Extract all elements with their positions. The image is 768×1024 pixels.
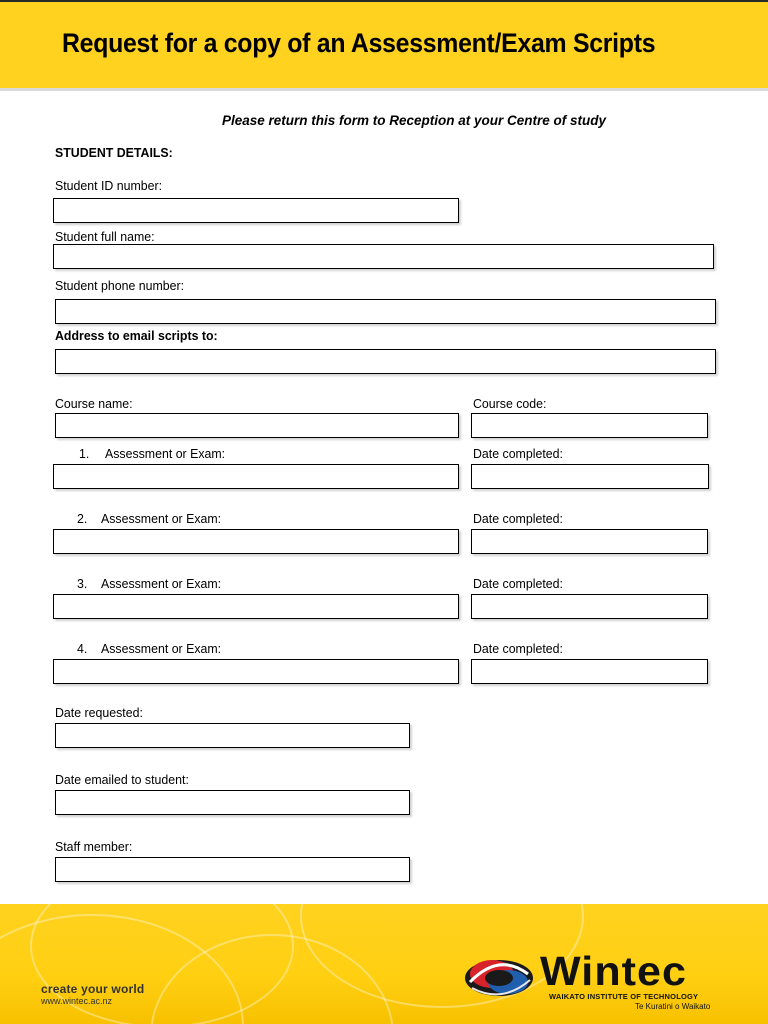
assessment-1-number: 1. [79,446,90,461]
course-name-label: Course name: [55,396,133,411]
student-name-label: Student full name: [55,229,155,244]
student-name-field[interactable] [53,244,714,269]
staff-member-label: Staff member: [55,839,133,854]
course-code-label: Course code: [473,396,547,411]
form-title: Request for a copy of an Assessment/Exam Scripts [62,28,656,58]
course-code-field[interactable] [471,413,708,438]
assessment-3-field[interactable] [53,594,459,619]
assessment-3-number: 3. [77,576,88,591]
assessment-2-field[interactable] [53,529,459,554]
section-heading: STUDENT DETAILS: [55,145,173,160]
student-phone-label: Student phone number: [55,278,185,293]
assessment-4-label: Assessment or Exam: [101,641,222,656]
institute-maori-name: Te Kuratini o Waikato [635,1002,711,1011]
email-address-field[interactable] [55,349,716,374]
assessment-4-field[interactable] [53,659,459,684]
wintec-wordmark: Wintec [540,948,688,994]
staff-member-field[interactable] [55,857,410,882]
assessment-1-field[interactable] [53,464,459,489]
student-id-label: Student ID number: [55,178,163,193]
assessment-2-date-field[interactable] [471,529,708,554]
assessment-1-date-field[interactable] [471,464,709,489]
assessment-4-number: 4. [77,641,88,656]
course-name-field[interactable] [55,413,459,438]
form-header [0,0,768,88]
email-address-label: Address to email scripts to: [55,328,218,343]
footer-tagline: create your world [41,982,145,996]
form-instruction: Please return this form to Reception at your Centre of study [221,113,607,128]
institute-name: WAIKATO INSTITUTE OF TECHNOLOGY [549,992,699,1001]
date-requested-label: Date requested: [55,705,143,720]
date-requested-field[interactable] [55,723,410,748]
date-emailed-label: Date emailed to student: [55,772,189,787]
assessment-4-date-field[interactable] [471,659,708,684]
assessment-2-number: 2. [77,511,88,526]
student-phone-field[interactable] [55,299,716,324]
assessment-3-date-label: Date completed: [473,576,563,591]
header-divider [0,88,768,91]
assessment-1-date-label: Date completed: [473,446,563,461]
date-emailed-field[interactable] [55,790,410,815]
assessment-2-date-label: Date completed: [473,511,563,526]
footer-banner [0,904,768,1024]
student-id-field[interactable] [53,198,459,223]
wintec-logo-icon [462,952,536,1004]
assessment-4-date-label: Date completed: [473,641,563,656]
assessment-3-date-field[interactable] [471,594,708,619]
assessment-1-label: Assessment or Exam: [105,446,226,461]
assessment-3-label: Assessment or Exam: [101,576,222,591]
footer-website: www.wintec.ac.nz [41,996,113,1006]
assessment-2-label: Assessment or Exam: [101,511,222,526]
